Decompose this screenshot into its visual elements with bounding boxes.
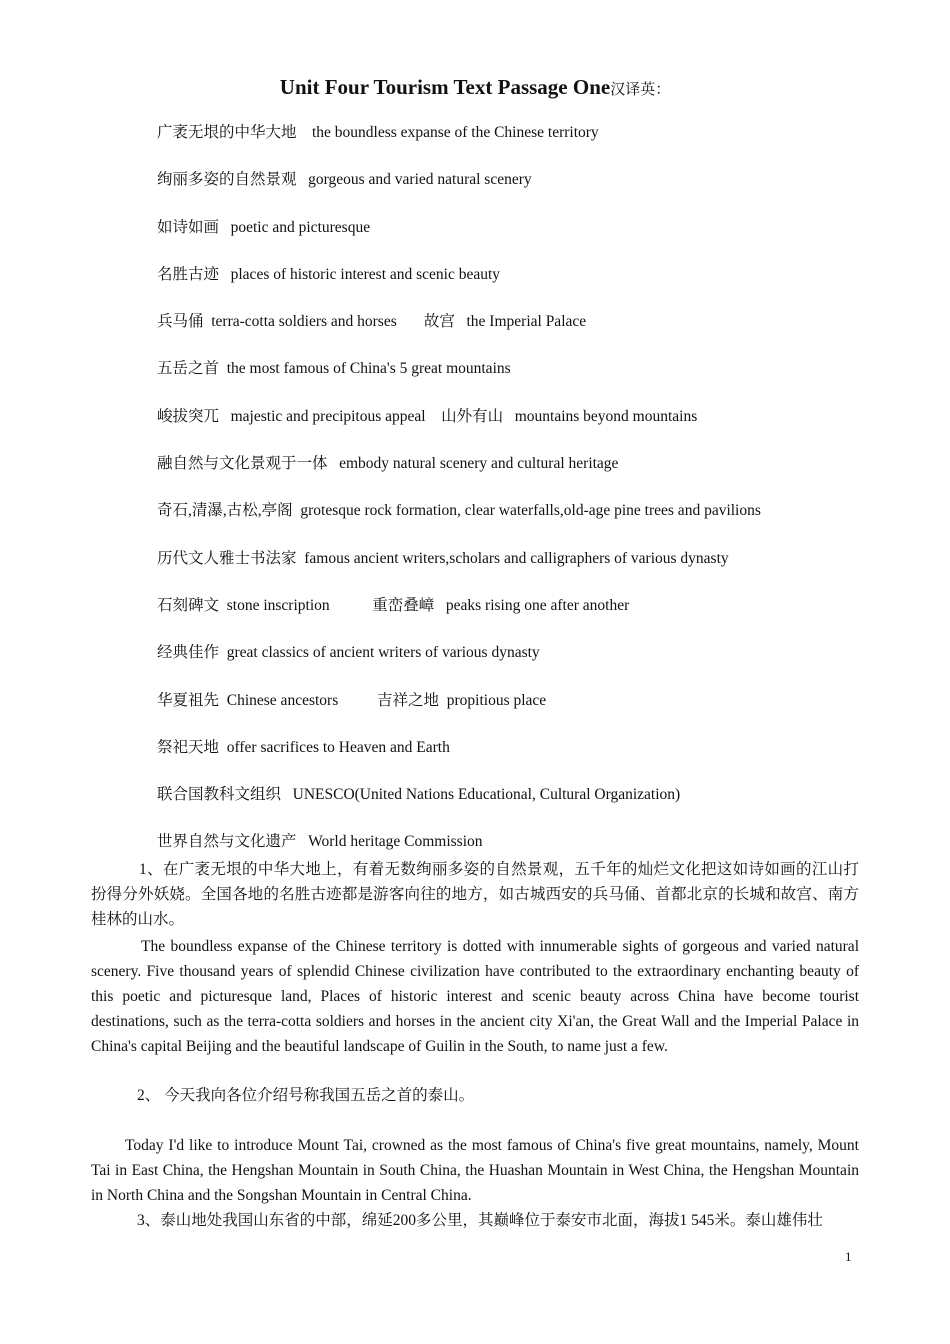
vocab-item: 峻拔突兀 majestic and precipitous appeal 山外有山 mountains beyond mountains [157, 407, 698, 425]
vocab-item: 兵马俑 terra-cotta soldiers and horses 故宫 the Imperial Palace [157, 313, 587, 331]
paragraph-cn-2: 2、 今天我向各位介绍号称我国五岳之首的泰山。 [137, 1087, 475, 1104]
title-main: Unit Four Tourism Text Passage One [279, 75, 611, 99]
vocab-item: 名胜古迹 places of historic interest and scenic beauty [157, 265, 501, 283]
vocab-item: 融自然与文化景观于一体 embody natural scenery and cultural heritage [157, 455, 619, 473]
vocab-item: 石刻碑文 stone inscription 重峦叠嶂 peaks rising one after another [157, 596, 630, 614]
vocabulary-list [157, 121, 877, 878]
title-suffix: 汉译英： [610, 82, 671, 98]
paragraph-en-2: Today I'd like to introduce Mount Tai, crowned as the most famous of China's five great mountains, namely, Mount Tai in East China, the Hengshan Mountain in South China, the Huashan Mountain in West China, the Hengshan Mountain in North China and the Songshan Mountain in Central China. [91, 1137, 859, 1204]
vocab-item: 如诗如画 poetic and picturesque [157, 218, 371, 236]
page-title [0, 74, 950, 103]
vocab-item: 华夏祖先 Chinese ancestors 吉祥之地 propitious place [157, 691, 547, 709]
vocab-item: 经典佳作 great classics of ancient writers of various dynasty [157, 644, 540, 662]
vocab-item: 联合国教科文组织 UNESCO(United Nations Educational, Cultural Organization) [157, 786, 681, 804]
page-number: 1 [845, 1249, 852, 1264]
vocab-item: 奇石,清瀑,古松,亭阁 grotesque rock formation, clear waterfalls,old-age pine trees and pavilions [157, 502, 761, 520]
vocab-item: 绚丽多姿的自然景观 gorgeous and varied natural scenery [157, 171, 532, 189]
vocab-item: 祭祀天地 offer sacrifices to Heaven and Earth [157, 738, 450, 756]
paragraph-en-1: The boundless expanse of the Chinese territory is dotted with innumerable sights of gorgeous and varied natural scenery. Five thousand years of splendid Chinese civilization have contributed to the extraordinary enchanting beauty of this poetic and picturesque land, Places of historic interest and scenic beauty across China have become tourist destinations, such as the terra-cotta soldiers and horses in the ancient city Xi'an, the Great Wall and the Imperial Palace in China's capital Beijing and the beautiful landscape of Guilin in the South, to name just a few. [91, 938, 859, 1055]
vocab-item: 广袤无垠的中华大地 the boundless expanse of the Chinese territory [157, 124, 599, 141]
vocab-item: 五岳之首 the most famous of China's 5 great mountains [157, 360, 511, 378]
paragraph-cn-1: 1、在广袤无垠的中华大地上，有着无数绚丽多姿的自然景观，五千年的灿烂文化把这如诗如画的江山打扮得分外妖娆。全国各地的名胜古迹都是游客向往的地方，如古城西安的兵马俑、首都北京的长城和故宫、南方桂林的山水。 [91, 861, 859, 928]
vocab-item: 历代文人雅士书法家 famous ancient writers,scholars and calligraphers of various dynasty [157, 549, 729, 567]
paragraph-cn-3: 3、泰山地处我国山东省的中部，绵延200多公里，其巅峰位于泰安市北面，海拔1 545米。泰山雄伟壮 [137, 1212, 823, 1229]
vocab-item: 世界自然与文化遗产 World heritage Commission [157, 833, 483, 851]
